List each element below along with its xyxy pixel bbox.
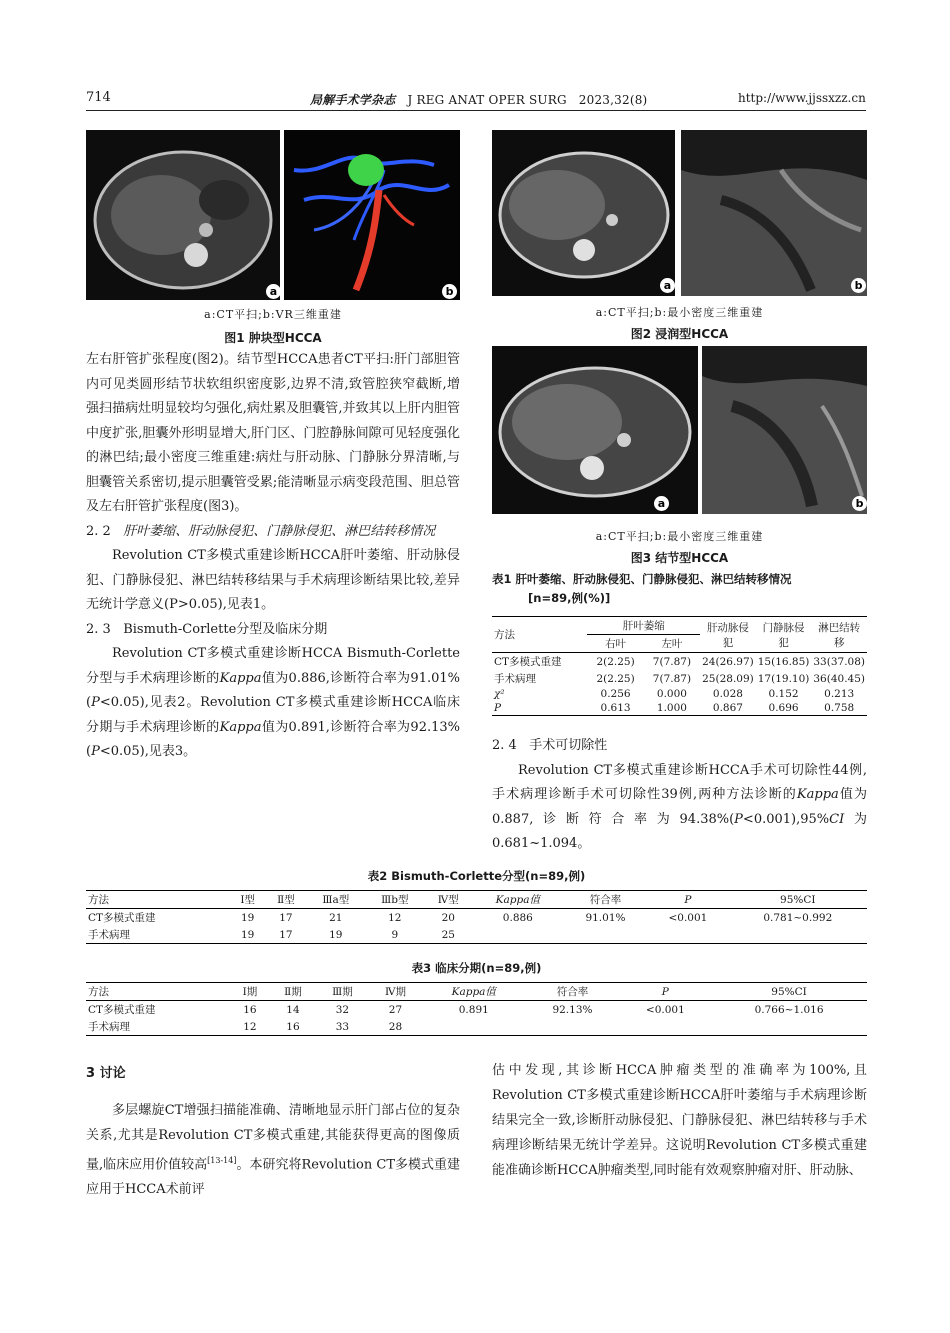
fig3b-minip-drawing — [702, 346, 867, 514]
t2-cell: 9 — [391, 928, 399, 941]
t3-cell: 0.891 — [458, 1003, 489, 1016]
journal-name-en: J REG ANAT OPER SURG — [407, 93, 567, 107]
discussion-right — [492, 1058, 867, 1183]
t1-cell: 33(37.08) — [813, 655, 865, 668]
right-column-text — [492, 734, 867, 857]
t2-cell: 19 — [329, 928, 343, 941]
t1-cell: 36(40.45) — [813, 672, 865, 685]
t2-h: P — [684, 893, 692, 906]
section-2-2-number: 2. 2 — [86, 523, 111, 539]
t3-h: 95%CI — [771, 985, 807, 998]
p4-ci: CI — [829, 811, 845, 827]
section-2-3-number: 2. 3 — [86, 621, 111, 637]
t3-cell: 28 — [388, 1020, 403, 1033]
paragraph-nodular-ct: 左右肝管扩张程度(图2)。结节型HCCA患者CT平扫:肝门部胆管内可见类圆形结节状软组织密度影,边界不清,致管腔狭窄截断,增强扫描病灶明显较均匀强化,病灶累及胆囊管,并致其以上肝内胆管中度扩张,胆囊外形明显增大,肝门区、门腔静脉间隙可见轻度强化的淋巴结;最小密度三维重建:病灶与肝动脉、门静脉分界清晰,与胆囊管关系密切,提示胆囊管受累;能清晰显示病变段范围、胆总管及左右肝管扩张程度(图3)。 — [86, 352, 460, 514]
t2-cell: 0.886 — [502, 911, 533, 924]
t3-cell: 16 — [286, 1020, 300, 1033]
t1-cell: 0.000 — [656, 688, 687, 700]
fig1a-ct-drawing — [86, 130, 280, 300]
fig2a-ct-drawing — [492, 130, 675, 296]
t1-h-method: 方法 — [492, 617, 587, 653]
table1-caption-line1: 表1 肝叶萎缩、肝动脉侵犯、门静脉侵犯、淋巴结转移情况 — [492, 572, 792, 586]
t2-cell — [647, 926, 728, 944]
page-number: 714 — [86, 90, 111, 105]
t1-cell: 7(7.87) — [652, 672, 692, 685]
fig1-subcaption: a:CT平扫;b:VR三维重建 — [204, 308, 342, 321]
p3-part-e: <0.05),见表3。 — [99, 744, 197, 759]
discussion-right-paragraph: 估中发现,其诊断HCCA肿瘤类型的准确率为100%,且Revolution CT多模式重建诊断HCCA肝叶萎缩与手术病理诊断结果完全一致,诊断肝动脉侵犯、门静脉侵犯、淋巴结转移与手术病理诊断结果无统计学差异。这说明Revolution CT多模式重建能准确诊断HCCA肿瘤类型,同时能有效观察肿瘤对肝、肝动脉、 — [492, 1063, 867, 1178]
t2-h: Kappa值 — [495, 894, 540, 906]
p3-kappa: Kappa — [219, 670, 262, 686]
p3-p: P — [91, 695, 100, 710]
p3-part-a: Revolution CT多模式重建诊断HCCA Bismuth-Corlette分型与手术病理诊断的 — [86, 646, 460, 686]
t1-cell: 1.000 — [656, 702, 687, 714]
p4-part-d: 为0.681~1.094。 — [492, 811, 867, 851]
t2-cell: 25 — [441, 928, 455, 941]
table2 — [86, 890, 867, 944]
t1-h-vein: 门静脉侵犯 — [756, 617, 812, 653]
fig2b-badge: b — [851, 278, 866, 293]
t3-cell: 14 — [286, 1003, 300, 1016]
t2-cell — [729, 926, 867, 944]
t2-h: Ⅱ型 — [277, 894, 295, 906]
t3-h: Ⅰ期 — [242, 986, 258, 998]
t2-h: Ⅲa型 — [322, 894, 350, 906]
t1-cell: 手术病理 — [494, 673, 536, 685]
journal-issue: 2023,32(8) — [578, 93, 648, 107]
fig3a-ct-image — [492, 346, 698, 514]
t2-cell: 19 — [241, 928, 255, 941]
t1-cell: 0.758 — [824, 702, 855, 714]
paragraph-2-4 — [492, 759, 867, 857]
t3-h: 符合率 — [556, 986, 589, 998]
t1-h-atrophy: 肝叶萎缩 — [587, 617, 700, 635]
p3-kappa-2: Kappa — [219, 719, 262, 735]
t3-cell: <0.001 — [645, 1003, 685, 1016]
t2-h: 95%CI — [780, 893, 816, 906]
fig3a-badge: a — [654, 496, 669, 511]
t2-h: 符合率 — [589, 894, 622, 906]
fig2-subcaption: a:CT平扫;b:最小密度三维重建 — [595, 306, 764, 319]
fig1b-badge: b — [442, 284, 457, 299]
p3-part-b: 值为0.886,诊断符合率为91.01%( — [86, 670, 460, 710]
t1-row-ct — [492, 653, 867, 671]
t1-cell: 7(7.87) — [652, 655, 692, 668]
t3-row-ct — [86, 1001, 867, 1019]
fig3-subcaption: a:CT平扫;b:最小密度三维重建 — [595, 530, 764, 543]
t3-cell — [711, 1018, 867, 1036]
p4-part-a: Revolution CT多模式重建诊断HCCA手术可切除性44例,手术病理诊断手术可切除性39例,两种方法诊断的 — [492, 762, 867, 802]
fig2b-minip-drawing — [681, 130, 867, 296]
t1-cell: 0.256 — [600, 688, 631, 700]
t3-h: Ⅲ期 — [332, 986, 353, 998]
t2-cell: 91.01% — [585, 911, 626, 924]
t2-cell — [472, 926, 564, 944]
t1-cell: 0.696 — [768, 702, 799, 714]
paragraph-2-2: Revolution CT多模式重建诊断HCCA肝叶萎缩、肝动脉侵犯、门静脉侵犯、淋巴结转移结果与手术病理诊断结果比较,差异无统计学意义(P>0.05),见表1。 — [86, 548, 460, 612]
t1-cell: 0.028 — [712, 688, 743, 700]
t3-cell: 33 — [335, 1020, 350, 1033]
section-2-2-title: 肝叶萎缩、肝动脉侵犯、门静脉侵犯、淋巴结转移情况 — [123, 523, 436, 539]
t1-row-pathology — [492, 670, 867, 687]
t3-h: P — [661, 985, 669, 998]
t1-h-lymph: 淋巴结转移 — [811, 617, 867, 653]
discussion-left-b: 。本研究将Revolution CT多模式重建应用于HCCA术前评 — [86, 1157, 460, 1198]
t3-header-row — [86, 983, 867, 1001]
p3-p-2: P — [91, 744, 100, 759]
table1 — [492, 616, 867, 716]
t1-cell: 0.613 — [600, 702, 631, 714]
p4-kappa: Kappa — [796, 787, 839, 802]
t1-cell: CT多模式重建 — [494, 656, 562, 668]
p4-part-c: <0.001),95% — [742, 811, 830, 827]
t3-cell: 手术病理 — [88, 1021, 130, 1033]
t1-h-right: 右叶 — [605, 638, 627, 650]
t1-cell: 0.152 — [768, 688, 799, 700]
t1-h-left: 左叶 — [661, 638, 683, 650]
t1-cell: 24(26.97) — [702, 655, 754, 668]
table3-caption: 表3 临床分期(n=89,例) — [411, 961, 542, 975]
t2-cell: CT多模式重建 — [88, 912, 156, 924]
t1-cell: χ² — [494, 688, 505, 700]
discussion-left — [86, 1098, 460, 1202]
fig1b-vr-image — [284, 130, 460, 300]
t2-h: 方法 — [88, 894, 109, 906]
t2-cell: 19 — [241, 911, 255, 924]
t2-cell: 17 — [279, 928, 293, 941]
p4-part-b: 值为0.887,诊断符合率为94.38%( — [492, 787, 867, 827]
p4-p: P — [734, 811, 743, 827]
t1-cell: 25(28.09) — [702, 672, 754, 685]
t2-cell: <0.001 — [668, 911, 708, 924]
section-2-4-title: 手术可切除性 — [529, 738, 608, 753]
t3-cell: 0.766~1.016 — [754, 1003, 824, 1016]
p3-part-d: 值为0.891,诊断符合率为92.13%( — [86, 719, 460, 759]
t2-cell: 12 — [388, 911, 402, 924]
t1-cell: 15(16.85) — [757, 655, 810, 668]
fig2a-ct-image — [492, 130, 675, 296]
table3 — [86, 982, 867, 1036]
fig1a-ct-image — [86, 130, 280, 300]
p3-part-c: <0.05),见表2。Revolution CT多模式重建诊断HCCA临床分期与手术病理诊断的 — [86, 695, 460, 735]
t2-cell: 20 — [441, 911, 455, 924]
t1-cell: P — [494, 702, 502, 714]
section-2-3-title: Bismuth-Corlette分型及临床分期 — [123, 621, 328, 637]
section-2-2-heading — [86, 520, 460, 545]
discussion-left-paragraph — [86, 1098, 460, 1202]
t2-header-row — [86, 891, 867, 909]
t1-cell: 2(2.25) — [596, 672, 635, 685]
t2-cell: 17 — [279, 911, 293, 924]
t2-cell: 手术病理 — [88, 929, 130, 941]
journal-name-cn: 局解手术学杂志 — [310, 93, 396, 107]
fig3b-minip-image — [702, 346, 867, 514]
fig2-caption: 图2 浸润型HCCA — [630, 327, 729, 341]
t3-cell — [422, 1018, 525, 1036]
t3-h: Ⅳ期 — [384, 986, 406, 998]
t1-h-artery: 肝动脉侵犯 — [700, 617, 756, 653]
fig2a-badge: a — [660, 278, 675, 293]
fig1-caption: 图1 肿块型HCCA — [224, 331, 322, 345]
section-2-3-heading — [86, 618, 460, 643]
t2-cell: 0.781~0.992 — [763, 911, 833, 924]
t3-row-pathology — [86, 1018, 867, 1036]
t2-cell: 21 — [329, 911, 343, 924]
discussion-left-a: 多层螺旋CT增强扫描能准确、清晰地显示肝门部占位的复杂关系,尤其是Revolution CT多模式重建,其能获得更高的图像质量,临床应用价值较高 — [86, 1103, 460, 1173]
t2-row-ct — [86, 909, 867, 927]
header-rule — [86, 110, 866, 111]
t1-row-p — [492, 701, 867, 716]
t1-row-chi — [492, 687, 867, 701]
fig3-caption: 图3 结节型HCCA — [630, 551, 729, 565]
t3-cell: 27 — [388, 1003, 403, 1016]
t3-cell: 12 — [243, 1020, 257, 1033]
table1-caption — [492, 571, 867, 606]
fig3b-badge: b — [852, 496, 867, 511]
t3-cell: 16 — [243, 1003, 257, 1016]
t1-cell: 0.867 — [712, 702, 743, 714]
t2-h: Ⅲb型 — [381, 894, 409, 906]
left-column-text — [86, 348, 460, 765]
t1-cell: 17(19.10) — [757, 672, 810, 685]
fig1b-vr-drawing — [284, 130, 460, 300]
fig1a-badge: a — [266, 284, 280, 299]
section-2-4-heading — [492, 734, 867, 759]
t1-cell: 0.213 — [824, 688, 855, 700]
running-header — [310, 91, 647, 108]
t3-cell: 92.13% — [552, 1003, 593, 1016]
t3-cell: CT多模式重建 — [88, 1004, 156, 1016]
t3-cell — [620, 1018, 712, 1036]
table2-caption: 表2 Bismuth-Corlette分型(n=89,例) — [367, 869, 586, 883]
table1-caption-line2: [n=89,例(%)] — [528, 591, 611, 605]
t3-cell: 32 — [335, 1003, 350, 1016]
t2-h: Ⅳ型 — [437, 894, 459, 906]
t3-h: Ⅱ期 — [284, 986, 302, 998]
journal-url: http://www.jjssxzz.cn — [738, 91, 866, 105]
t2-row-pathology — [86, 926, 867, 944]
discussion-title: 3 讨论 — [86, 1066, 126, 1081]
t1-cell: 2(2.25) — [596, 655, 635, 668]
paragraph-2-3 — [86, 642, 460, 765]
fig3a-ct-drawing — [492, 346, 698, 514]
t3-h: Kappa值 — [451, 986, 496, 998]
t2-cell — [564, 926, 648, 944]
t2-h: Ⅰ型 — [240, 894, 256, 906]
section-2-4-number: 2. 4 — [492, 738, 517, 753]
citation-13-14: [13-14] — [207, 1156, 237, 1165]
t3-h: 方法 — [88, 986, 109, 998]
t3-cell — [525, 1018, 619, 1036]
fig2b-minip-image — [681, 130, 867, 296]
